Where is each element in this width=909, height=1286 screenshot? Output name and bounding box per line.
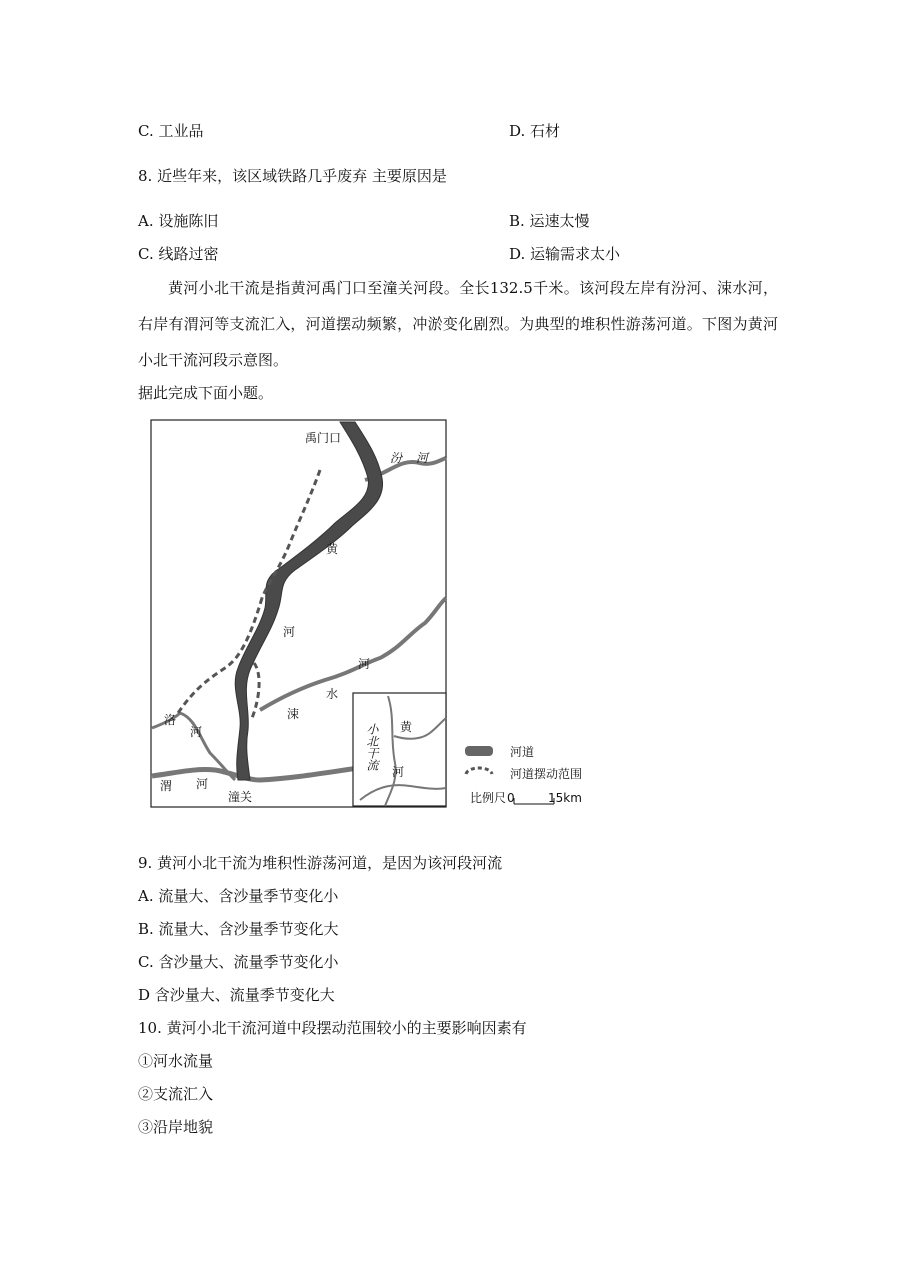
legend-scale-zero: 0 bbox=[507, 791, 515, 805]
q9-option-d: D 含沙量大、流量季节变化大 bbox=[138, 986, 335, 1004]
q9-option-a: A. 流量大、含沙量季节变化小 bbox=[138, 887, 339, 905]
map-legend bbox=[465, 745, 582, 805]
label-yumenkou: 禹门口 bbox=[305, 431, 342, 445]
river-map-figure bbox=[150, 418, 600, 813]
label-huang: 黄 bbox=[326, 542, 339, 556]
river-island bbox=[341, 480, 359, 504]
q8-option-a: A. 设施陈旧 bbox=[138, 212, 219, 230]
q8-option-c: C. 线路过密 bbox=[138, 245, 219, 263]
q9-stem: 9. 黄河小北干流为堆积性游荡河道，是因为该河段河流 bbox=[138, 854, 503, 872]
label-huang-he: 河 bbox=[283, 625, 296, 639]
inset-label-huang: 黄 bbox=[400, 720, 413, 734]
label-sushui-shui: 水 bbox=[326, 687, 339, 701]
q7-option-d: D. 石材 bbox=[509, 122, 561, 140]
legend-swing-label: 河道摆动范围 bbox=[510, 767, 583, 781]
q10-stem: 10. 黄河小北干流河道中段摆动范围较小的主要影响因素有 bbox=[138, 1019, 527, 1037]
q8-option-b: B. 运速太慢 bbox=[509, 212, 590, 230]
passage-text: 黄河小北干流是指黄河禹门口至潼关河段。全长132.5千米。该河段左岸有汾河、涑水河，右岸有渭河等支流汇入，河道摆动频繁，冲淤变化剧烈。为典型的堆积性游荡河道。下图为黄河小北干流河段示意图。 bbox=[138, 279, 778, 369]
label-wei-he: 河 bbox=[196, 777, 209, 791]
inset-map bbox=[353, 693, 446, 806]
q8-stem: 8. 近些年来，该区域铁路几乎废弃 主要原因是 bbox=[138, 167, 447, 185]
label-luo-he: 河 bbox=[190, 725, 203, 739]
q10-item-1: ①河水流量 bbox=[138, 1052, 214, 1070]
q7-option-c: C. 工业品 bbox=[138, 122, 204, 140]
label-sushui-he: 河 bbox=[358, 657, 371, 671]
legend-scale-value: 15km bbox=[548, 791, 582, 805]
inset-vertical-label: 小北干流 bbox=[365, 723, 379, 771]
q8-option-d: D. 运输需求太小 bbox=[509, 245, 621, 263]
q10-item-3: ③沿岸地貌 bbox=[138, 1118, 214, 1136]
label-sushui-su: 涑 bbox=[287, 707, 300, 721]
q9-option-b: B. 流量大、含沙量季节变化大 bbox=[138, 920, 339, 938]
legend-channel-swatch bbox=[465, 746, 493, 756]
label-fen: 汾 bbox=[390, 451, 403, 465]
legend-swing-swatch bbox=[466, 768, 492, 774]
q10-item-2: ②支流汇入 bbox=[138, 1085, 214, 1103]
river-map bbox=[150, 418, 600, 813]
legend-channel-label: 河道 bbox=[510, 745, 535, 759]
label-wei: 渭 bbox=[160, 779, 173, 793]
label-tongguan: 潼关 bbox=[228, 790, 253, 804]
inset-label-he: 河 bbox=[392, 765, 405, 779]
legend-scale-prefix: 比例尺 bbox=[470, 791, 507, 805]
q9-option-c: C. 含沙量大、流量季节变化小 bbox=[138, 953, 339, 971]
passage-instruction: 据此完成下面小题。 bbox=[138, 384, 274, 402]
label-fen-he: 河 bbox=[416, 451, 429, 465]
label-luo: 洛 bbox=[164, 713, 177, 727]
